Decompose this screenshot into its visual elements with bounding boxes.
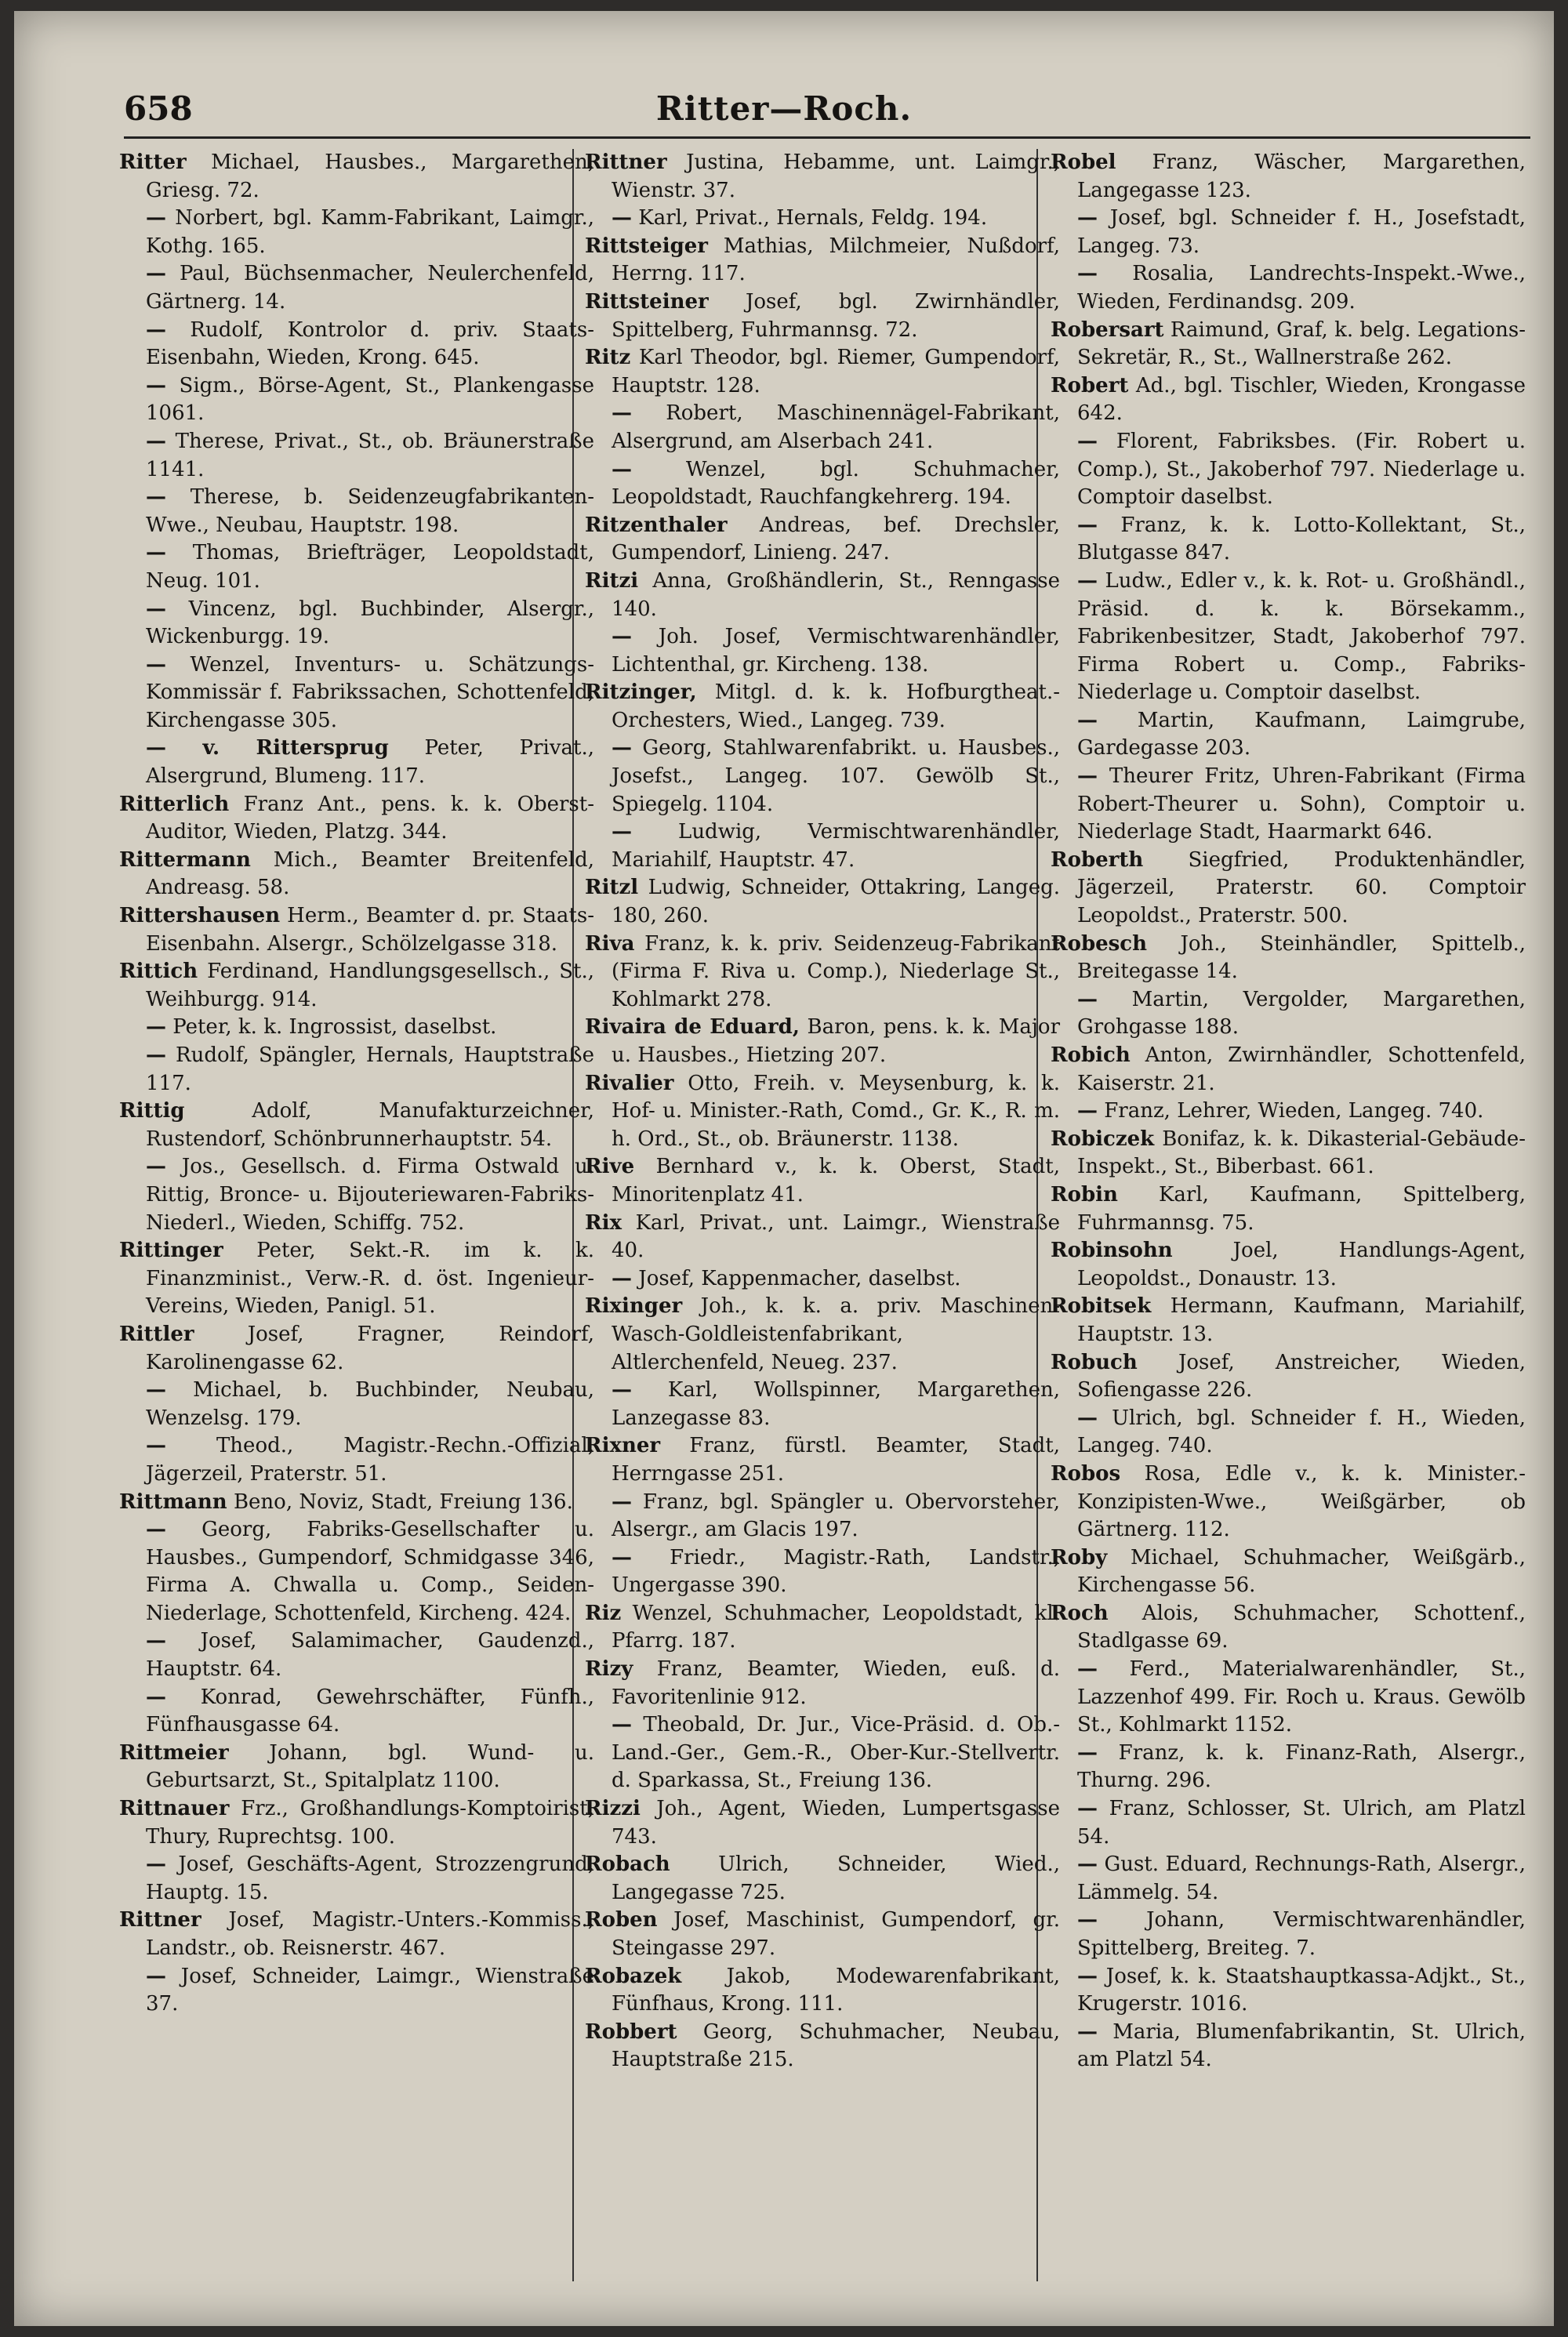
entry-text: Wenzel, Inventurs- u. Schätzungs-Kommissär f. Fabrikssachen, Schottenfeld, Kirchengasse 305.	[146, 652, 594, 732]
entry-surname: Ritzi	[585, 568, 639, 593]
directory-entry	[585, 149, 1060, 205]
entry-surname: Robuch	[1051, 1350, 1138, 1374]
directory-entry	[119, 1153, 594, 1237]
entry-text: Maria, Blumenfabrikantin, St. Ulrich, am Platzl 54.	[1077, 2019, 1526, 2072]
entry-text: Franz, bgl. Spängler u. Obervorsteher, Alsergr., am Glacis 197.	[612, 1490, 1061, 1542]
entry-surname: Ritter	[119, 151, 187, 174]
entry-text: Bonifaz, k. k. Dikasterial-Gebäude-Inspekt., St., Biberbast. 661.	[1077, 1127, 1526, 1179]
directory-entry	[1051, 1293, 1526, 1348]
entry-surname: Rittler	[119, 1322, 194, 1346]
directory-entry	[119, 1321, 594, 1377]
entry-surname: —	[146, 373, 166, 397]
column-2	[585, 149, 1060, 2074]
directory-entry	[119, 317, 594, 372]
entry-surname: Ritzenthaler	[585, 513, 728, 537]
directory-entry	[585, 233, 1060, 288]
directory-entry	[1051, 1544, 1526, 1600]
directory-entry	[119, 1740, 594, 1795]
directory-page	[14, 11, 1554, 2326]
entry-surname: Rittinger	[119, 1239, 223, 1263]
entry-surname: Rivalier	[585, 1071, 674, 1095]
directory-entry	[1051, 1349, 1526, 1405]
entry-text: Ad., bgl. Tischler, Wieden, Krongasse 642.	[1077, 373, 1526, 426]
directory-entry	[585, 1293, 1060, 1377]
entry-text: Josef, Salamimacher, Gaudenzd., Hauptstr. 64.	[146, 1629, 594, 1682]
entry-surname: —	[1077, 262, 1098, 286]
directory-entry	[585, 1656, 1060, 1711]
entry-text: Sigm., Börse-Agent, St., Plankengasse 1061.	[146, 373, 594, 426]
entry-text: Josef, bgl. Zwirnhändler, Spittelberg, Fuhrmannsg. 72.	[612, 289, 1060, 342]
directory-entry	[119, 735, 594, 790]
entry-surname: —	[612, 1490, 632, 1514]
entry-surname: —	[146, 1518, 166, 1542]
directory-entry	[585, 512, 1060, 568]
entry-surname: Rittermann	[119, 847, 251, 872]
directory-entry	[585, 818, 1060, 874]
directory-entry	[119, 1014, 594, 1042]
directory-entry	[585, 344, 1060, 400]
entry-surname: —	[146, 1015, 166, 1040]
entry-text: Wenzel, Schuhmacher, Leopoldstadt, kl. Pfarrg. 187.	[612, 1601, 1060, 1653]
entry-text: Johann, Vermischtwarenhändler, Spittelberg, Breiteg. 7.	[1077, 1908, 1526, 1960]
directory-entry	[119, 847, 594, 902]
entry-text: Mathias, Milchmeier, Nußdorf, Herrng. 117.	[612, 234, 1060, 286]
entry-surname: Roby	[1051, 1545, 1108, 1569]
directory-entry	[1051, 1851, 1526, 1907]
directory-entry	[1051, 149, 1526, 205]
entry-text: Joh. Josef, Vermischtwarenhändler, Lichtenthal, gr. Kircheng. 138.	[612, 625, 1060, 677]
directory-entry	[1051, 1963, 1526, 2019]
entry-text: Jakob, Modewarenfabrikant, Fünfhaus, Krong. 111.	[612, 1964, 1061, 2016]
entry-surname: —	[1077, 1099, 1098, 1123]
entry-surname: —	[146, 541, 166, 565]
entry-surname: Rix	[585, 1210, 622, 1235]
entry-text: Theod., Magistr.-Rechn.-Offizial, Jägerzeil, Praterstr. 51.	[146, 1434, 594, 1486]
directory-entry	[1051, 317, 1526, 372]
entry-text: Karl, Wollspinner, Margarethen, Lanzegasse 83.	[612, 1378, 1061, 1430]
entry-text: Otto, Freih. v. Meysenburg, k. k. Hof- u. Minister.-Rath, Comd., Gr. K., R. m. h. Ord., St., ob. Bräunerstr. 1138.	[612, 1071, 1060, 1151]
entry-text: Rudolf, Kontrolor d. priv. Staats-Eisenbahn, Wieden, Krong. 645.	[146, 318, 595, 370]
entry-text: Josef, Anstreicher, Wieden, Sofiengasse 226.	[1077, 1350, 1526, 1403]
entry-text: Franz, Lehrer, Wieden, Langeg. 740.	[1104, 1099, 1484, 1123]
entry-surname: —	[1077, 987, 1098, 1011]
entry-text: Josef, bgl. Schneider f. H., Josefstadt, Langeg. 73.	[1077, 206, 1526, 258]
directory-entry	[119, 1851, 594, 1907]
entry-text: Josef, Geschäfts-Agent, Strozzengrund, Hauptg. 15.	[146, 1853, 594, 1904]
entry-surname: Robert	[1051, 373, 1129, 397]
directory-entry	[119, 1098, 594, 1153]
entry-text: Franz, Wäscher, Margarethen, Langegasse 123.	[1077, 151, 1526, 202]
directory-entry	[1051, 847, 1526, 931]
entry-surname: Robazek	[585, 1964, 682, 1988]
entry-surname: Rittmeier	[119, 1740, 229, 1765]
entry-text: Bernhard v., k. k. Oberst, Stadt, Minoritenplatz 41.	[612, 1155, 1061, 1207]
entry-surname: —	[146, 1434, 166, 1458]
entry-text: Adolf, Manufakturzeichner, Rustendorf, Schönbrunnerhauptstr. 54.	[146, 1099, 595, 1151]
entry-text: Georg, Schuhmacher, Neubau, Hauptstraße 215.	[612, 2019, 1061, 2072]
entry-text: Mitgl. d. k. k. Hofburgtheat.-Orchesters, Wied., Langeg. 739.	[612, 680, 1061, 732]
directory-entry	[585, 1377, 1060, 1432]
directory-entry	[119, 1516, 594, 1628]
entry-surname: Robel	[1051, 151, 1116, 174]
entry-text: Franz, fürstl. Beamter, Stadt, Herrngasse 251.	[612, 1434, 1061, 1486]
directory-entry	[1051, 1405, 1526, 1461]
directory-entry	[585, 1851, 1060, 1907]
entry-text: Friedr., Magistr.-Rath, Landstr., Ungergasse 390.	[612, 1545, 1061, 1598]
directory-entry	[119, 1963, 594, 2019]
entry-surname: — v. Rittersprug	[146, 736, 389, 760]
directory-entry	[1051, 1907, 1526, 1962]
entry-text: Ludwig, Schneider, Ottakring, Langeg. 180, 260.	[612, 876, 1060, 928]
entry-surname: Riva	[585, 931, 635, 956]
entry-text: Anton, Zwirnhändler, Schottenfeld, Kaiserstr. 21.	[1077, 1043, 1526, 1095]
directory-entry	[119, 205, 594, 260]
entry-surname: Robich	[1051, 1043, 1131, 1067]
entry-text: Robert, Maschinennägel-Fabrikant, Alsergrund, am Alserbach 241.	[612, 401, 1060, 453]
entry-surname: —	[146, 652, 166, 677]
entry-surname: Roben	[585, 1908, 658, 1932]
directory-entry	[1051, 1740, 1526, 1795]
directory-entry	[1051, 512, 1526, 568]
entry-text: Michael, Schuhmacher, Weißgärb., Kirchengasse 56.	[1077, 1545, 1526, 1598]
entry-surname: Robesch	[1051, 931, 1148, 956]
entry-surname: Robitsek	[1051, 1294, 1152, 1319]
directory-entry	[585, 400, 1060, 455]
directory-entry	[1051, 986, 1526, 1042]
entry-text: Martin, Kaufmann, Laimgrube, Gardegasse 203.	[1077, 708, 1526, 760]
directory-entry	[585, 1907, 1060, 1962]
entry-text: Hermann, Kaufmann, Mariahilf, Hauptstr. 13.	[1077, 1294, 1526, 1346]
directory-entry	[119, 372, 594, 428]
entry-text: Norbert, bgl. Kamm-Fabrikant, Laimgr., Kothg. 165.	[146, 206, 594, 258]
entry-surname: Rittmann	[119, 1490, 227, 1514]
entry-text: Baron, pens. k. k. Major u. Hausbes., Hietzing 207.	[612, 1015, 1061, 1067]
entry-surname: Rizzi	[585, 1797, 641, 1821]
entry-text: Konrad, Gewehrschäfter, Fünfh., Fünfhausgasse 64.	[146, 1685, 594, 1737]
entry-surname: Rizy	[585, 1657, 633, 1682]
entry-text: Jos., Gesellsch. d. Firma Ostwald u. Rittig, Bronce- u. Bijouteriewaren-Fabriks-Niederl., Wieden, Schiffg. 752.	[146, 1155, 594, 1235]
entry-text: Joh., Steinhändler, Spittelb., Breitegasse 14.	[1077, 931, 1526, 984]
entry-surname: Rittershausen	[119, 904, 281, 928]
entry-text: Josef, k. k. Staatshauptkassa-Adjkt., St., Krugerstr. 1016.	[1077, 1964, 1526, 2016]
entry-text: Franz, Schlosser, St. Ulrich, am Platzl 54.	[1077, 1797, 1526, 1849]
entry-surname: —	[146, 1964, 166, 1988]
entry-surname: Robinsohn	[1051, 1239, 1173, 1263]
entry-text: Ferdinand, Handlungsgesellsch., St., Weihburgg. 914.	[146, 960, 594, 1011]
entry-text: Ludw., Edler v., k. k. Rot- u. Großhändl., Präsid. d. k. k. Börsekamm., Fabrikenbesitzer, Stadt, Jakoberhof 797. Firma Robert u. Comp., Fabriks-Niederlage u. Comptoir daselbst.	[1077, 568, 1526, 705]
entry-text: Alois, Schuhmacher, Schottenf., Stadlgasse 69.	[1077, 1601, 1526, 1653]
entry-text: Vincenz, bgl. Buchbinder, Alsergr., Wickenburgg. 19.	[146, 597, 594, 649]
directory-entry	[119, 1432, 594, 1488]
entry-text: Josef, Maschinist, Gumpendorf, gr. Steingasse 297.	[612, 1908, 1060, 1960]
entry-surname: —	[146, 1043, 166, 1067]
entry-surname: —	[612, 206, 632, 230]
entry-text: Josef, Kappenmacher, daselbst.	[638, 1266, 961, 1290]
entry-text: Anna, Großhändlerin, St., Renngasse 140.	[612, 568, 1060, 621]
directory-entry	[119, 651, 594, 735]
directory-entry	[585, 931, 1060, 1014]
entry-surname: Rittsteiner	[585, 289, 709, 314]
directory-entry	[119, 1042, 594, 1098]
entry-surname: Roberth	[1051, 847, 1144, 872]
directory-entry	[1051, 1098, 1526, 1126]
entry-text: Therese, Privat., St., ob. Bräunerstraße 1141.	[146, 429, 595, 481]
entry-text: Karl, Privat., Hernals, Feldg. 194.	[638, 206, 988, 230]
entry-text: Paul, Büchsenmacher, Neulerchenfeld, Gärtnerg. 14.	[146, 262, 595, 314]
entry-text: Franz, k. k. priv. Seidenzeug-Fabrikant (Firma F. Riva u. Comp.), Niederlage St., Kohlmarkt 278.	[612, 931, 1060, 1011]
directory-entry	[1051, 428, 1526, 512]
entry-surname: Rittner	[119, 1908, 201, 1932]
directory-entry	[585, 1210, 1060, 1265]
entry-text: Peter, k. k. Ingrossist, daselbst.	[172, 1015, 497, 1040]
entry-surname: Rittsteiger	[585, 234, 708, 258]
directory-entry	[119, 1684, 594, 1740]
entry-surname: Rixinger	[585, 1294, 683, 1319]
entry-text: Georg, Fabriks-Gesellschafter u. Hausbes., Gumpendorf, Schmidgasse 346, Firma A. Chwalla u. Comp., Seiden-Niederlage, Schottenfeld, Kircheng. 424.	[146, 1518, 594, 1625]
entry-text: Mich., Beamter Breitenfeld, Andreasg. 58.	[146, 847, 594, 900]
entry-surname: Rittig	[119, 1099, 185, 1123]
directory-entry	[1051, 1126, 1526, 1181]
entry-surname: —	[612, 820, 632, 844]
directory-entry	[1051, 931, 1526, 986]
directory-entry	[585, 623, 1060, 679]
running-head: Ritter—Roch.	[655, 89, 913, 128]
directory-entry	[585, 568, 1060, 623]
entry-surname: —	[146, 1853, 166, 1877]
entry-surname: —	[612, 1378, 632, 1403]
directory-entry	[1051, 205, 1526, 260]
directory-entry	[585, 1600, 1060, 1656]
entry-text: Franz, k. k. Finanz-Rath, Alsergr., Thurng. 296.	[1077, 1740, 1526, 1793]
directory-entry	[119, 484, 594, 539]
directory-entry	[1051, 1795, 1526, 1851]
entry-text: Josef, Fragner, Reindorf, Karolinengasse 62.	[146, 1322, 594, 1374]
entry-surname: Ritterlich	[119, 792, 230, 816]
directory-entry	[1051, 763, 1526, 847]
entry-surname: Ritzl	[585, 876, 639, 900]
entry-surname: —	[1077, 513, 1098, 537]
entry-text: Ferd., Materialwarenhändler, St., Lazzenhof 499. Fir. Roch u. Kraus. Gewölb St., Kohlmarkt 1152.	[1077, 1657, 1526, 1737]
entry-surname: Ritzinger,	[585, 680, 697, 705]
directory-entry	[1051, 1600, 1526, 1656]
entry-surname: Rivaira de Eduard,	[585, 1015, 800, 1040]
entry-text: Rosalia, Landrechts-Inspekt.-Wwe., Wieden, Ferdinandsg. 209.	[1077, 262, 1526, 314]
entry-text: Karl Theodor, bgl. Riemer, Gumpendorf, Hauptstr. 128.	[612, 346, 1060, 397]
directory-entry	[1051, 707, 1526, 763]
directory-entry	[585, 205, 1060, 233]
directory-entry	[585, 1795, 1060, 1851]
directory-entry	[585, 735, 1060, 818]
directory-entry	[1051, 1461, 1526, 1544]
entry-surname: Rive	[585, 1155, 635, 1179]
entry-text: Ulrich, Schneider, Wied., Langegasse 725.	[612, 1853, 1060, 1904]
directory-entry	[585, 1014, 1060, 1069]
entry-text: Florent, Fabriksbes. (Fir. Robert u. Comp.), St., Jakoberhof 797. Niederlage u. Comptoir daselbst.	[1077, 429, 1526, 510]
directory-entry	[585, 874, 1060, 930]
directory-entry	[585, 456, 1060, 512]
directory-entry	[585, 1711, 1060, 1795]
entry-text: Joh., Agent, Wieden, Lumpertsgasse 743.	[612, 1797, 1060, 1849]
directory-entry	[585, 1070, 1060, 1154]
directory-entry	[119, 428, 594, 484]
entry-surname: —	[1077, 1797, 1098, 1821]
entry-text: Beno, Noviz, Stadt, Freiung 136.	[233, 1490, 573, 1514]
entry-surname: —	[146, 597, 166, 621]
directory-entry	[119, 596, 594, 651]
entry-surname: —	[1077, 568, 1098, 593]
entry-text: Justina, Hebamme, unt. Laimgr., Wienstr. 37.	[612, 151, 1061, 202]
directory-entry	[119, 1907, 594, 1962]
entry-surname: Roch	[1051, 1601, 1109, 1625]
entry-text: Franz, Beamter, Wieden, euß. d. Favoritenlinie 912.	[612, 1657, 1060, 1709]
entry-surname: —	[146, 1685, 166, 1709]
directory-entry	[1051, 1042, 1526, 1098]
entry-surname: —	[1077, 1740, 1098, 1765]
directory-entry	[119, 902, 594, 958]
entry-surname: —	[1077, 1964, 1098, 1988]
directory-entry	[585, 1963, 1060, 2019]
entry-text: Ludwig, Vermischtwarenhändler, Mariahilf, Hauptstr. 47.	[612, 820, 1060, 872]
column-1	[119, 149, 594, 2019]
entry-text: Rosa, Edle v., k. k. Minister.-Konzipisten-Wwe., Weißgärber, ob Gärtnerg. 112.	[1077, 1461, 1526, 1542]
entry-surname: —	[1077, 1908, 1098, 1932]
directory-entry	[585, 1489, 1060, 1544]
entry-surname: Rittich	[119, 960, 198, 984]
entry-text: Thomas, Briefträger, Leopoldstadt, Neug. 101.	[146, 541, 594, 593]
entry-text: Joh., k. k. a. priv. Maschinen-Wasch-Goldleistenfabrikant, Altlerchenfeld, Neueg. 237.	[612, 1294, 1061, 1374]
entry-text: Herm., Beamter d. pr. Staats-Eisenbahn. Alsergr., Schölzelgasse 318.	[146, 904, 594, 956]
entry-surname: —	[1077, 764, 1098, 789]
entry-surname: Robiczek	[1051, 1127, 1155, 1151]
directory-entry	[585, 1153, 1060, 1209]
entry-surname: —	[146, 1155, 166, 1179]
entry-surname: Rittner	[585, 151, 667, 174]
entry-text: Raimund, Graf, k. belg. Legations-Sekretär, R., St., Wallnerstraße 262.	[1077, 318, 1526, 370]
directory-entry	[119, 539, 594, 595]
entry-surname: —	[612, 1713, 632, 1737]
entry-text: Peter, Privat., Alsergrund, Blumeng. 117.	[146, 736, 594, 789]
entry-text: Michael, Hausbes., Margarethen, Griesg. 72.	[146, 151, 594, 202]
entry-surname: Rixner	[585, 1434, 661, 1458]
directory-entry	[585, 288, 1060, 344]
entry-text: Karl, Privat., unt. Laimgr., Wienstraße 40.	[612, 1210, 1060, 1263]
entry-surname: Robersart	[1051, 318, 1164, 342]
entry-text: Theurer Fritz, Uhren-Fabrikant (Firma Robert-Theurer u. Sohn), Comptoir u. Niederlage Stadt, Haarmarkt 646.	[1077, 764, 1526, 844]
entry-text: Therese, b. Seidenzeugfabrikanten-Wwe., Neubau, Hauptstr. 198.	[146, 485, 594, 537]
entry-text: Franz Ant., pens. k. k. Oberst-Auditor, Wieden, Platzg. 344.	[146, 792, 595, 844]
directory-entry	[119, 1237, 594, 1321]
directory-entry	[585, 1544, 1060, 1600]
entry-text: Gust. Eduard, Rechnungs-Rath, Alsergr., Lämmelg. 54.	[1077, 1853, 1526, 1904]
directory-entry	[119, 1628, 594, 1683]
entry-text: Josef, Schneider, Laimgr., Wienstraße 37.	[146, 1964, 594, 2016]
entry-text: Johann, bgl. Wund- u. Geburtsarzt, St., Spitalplatz 1100.	[146, 1740, 595, 1793]
entry-surname: —	[612, 1266, 632, 1290]
entry-text: Franz, k. k. Lotto-Kollektant, St., Blutgasse 847.	[1077, 513, 1526, 565]
entry-surname: —	[1077, 429, 1098, 453]
directory-entry	[119, 1795, 594, 1851]
entry-surname: Robos	[1051, 1461, 1121, 1486]
entry-text: Karl, Kaufmann, Spittelberg, Fuhrmannsg. 75.	[1077, 1182, 1526, 1235]
entry-surname: —	[612, 736, 632, 760]
directory-entry	[585, 1432, 1060, 1488]
entry-surname: —	[612, 1545, 632, 1569]
entry-surname: —	[1077, 1657, 1098, 1682]
entry-surname: —	[612, 625, 632, 649]
directory-entry	[119, 1489, 594, 1517]
entry-surname: —	[146, 429, 166, 453]
entry-text: Siegfried, Produktenhändler, Jägerzeil, Praterstr. 60. Comptoir Leopoldst., Praterstr. 500.	[1077, 847, 1526, 928]
entry-text: Wenzel, bgl. Schuhmacher, Leopoldstadt, Rauchfangkehrerg. 194.	[612, 457, 1060, 510]
entry-surname: —	[1077, 708, 1098, 732]
entry-surname: —	[1077, 1406, 1098, 1430]
entry-text: Joel, Handlungs-Agent, Leopoldst., Donaustr. 13.	[1077, 1239, 1526, 1290]
entry-surname: Rittnauer	[119, 1797, 230, 1821]
entry-surname: Robach	[585, 1853, 670, 1877]
directory-entry	[119, 1377, 594, 1432]
directory-entry	[1051, 1656, 1526, 1740]
entry-surname: —	[146, 318, 166, 342]
directory-entry	[585, 2019, 1060, 2074]
entry-text: Theobald, Dr. Jur., Vice-Präsid. d. Ob.-Land.-Ger., Gem.-R., Ober-Kur.-Stellvertr. d. Sparkassa, St., Freiung 136.	[612, 1713, 1061, 1793]
entry-text: Peter, Sekt.-R. im k. k. Finanzminist., Verw.-R. d. öst. Ingenieur-Vereins, Wieden, Panigl. 51.	[146, 1239, 595, 1319]
entry-surname: —	[146, 206, 166, 230]
entry-surname: —	[146, 1629, 166, 1653]
entry-text: Rudolf, Spängler, Hernals, Hauptstraße 117.	[146, 1043, 595, 1095]
directory-entry	[585, 679, 1060, 735]
entry-text: Georg, Stahlwarenfabrikt. u. Hausbes., Josefst., Langeg. 107. Gewölb St., Spiegelg. 1104.	[612, 736, 1060, 816]
entry-text: Josef, Magistr.-Unters.-Kommiss., Landstr., ob. Reisnerstr. 467.	[146, 1908, 595, 1960]
entry-surname: Robin	[1051, 1182, 1118, 1207]
directory-entry	[1051, 260, 1526, 316]
entry-surname: —	[146, 1378, 166, 1403]
entry-surname: Riz	[585, 1601, 622, 1625]
directory-entry	[1051, 2019, 1526, 2074]
directory-entry	[1051, 568, 1526, 707]
entry-surname: —	[146, 485, 166, 510]
entry-surname: —	[1077, 206, 1098, 230]
entry-surname: —	[612, 401, 632, 426]
entry-surname: —	[146, 262, 166, 286]
entry-text: Frz., Großhandlungs-Komptoirist, Thury, Ruprechtsg. 100.	[146, 1797, 594, 1849]
entry-surname: —	[612, 457, 632, 481]
directory-entry	[1051, 1181, 1526, 1237]
directory-entry	[119, 149, 594, 205]
entry-surname: —	[1077, 2019, 1098, 2044]
header-rule	[124, 136, 1530, 139]
directory-entry	[119, 791, 594, 847]
entry-text: Martin, Vergolder, Margarethen, Grohgasse 188.	[1077, 987, 1526, 1040]
entry-surname: Robbert	[585, 2019, 677, 2044]
directory-entry	[119, 958, 594, 1014]
entry-surname: —	[1077, 1853, 1098, 1877]
column-3	[1051, 149, 1526, 2074]
entry-text: Andreas, bef. Drechsler, Gumpendorf, Linieng. 247.	[612, 513, 1060, 565]
directory-entry	[119, 260, 594, 316]
entry-text: Ulrich, bgl. Schneider f. H., Wieden, Langeg. 740.	[1077, 1406, 1526, 1458]
directory-entry	[1051, 1237, 1526, 1293]
page-number: 658	[124, 89, 193, 128]
entry-surname: Ritz	[585, 346, 631, 370]
directory-entry	[1051, 372, 1526, 428]
entry-text: Michael, b. Buchbinder, Neubau, Wenzelsg. 179.	[146, 1378, 594, 1430]
directory-entry	[585, 1265, 1060, 1294]
